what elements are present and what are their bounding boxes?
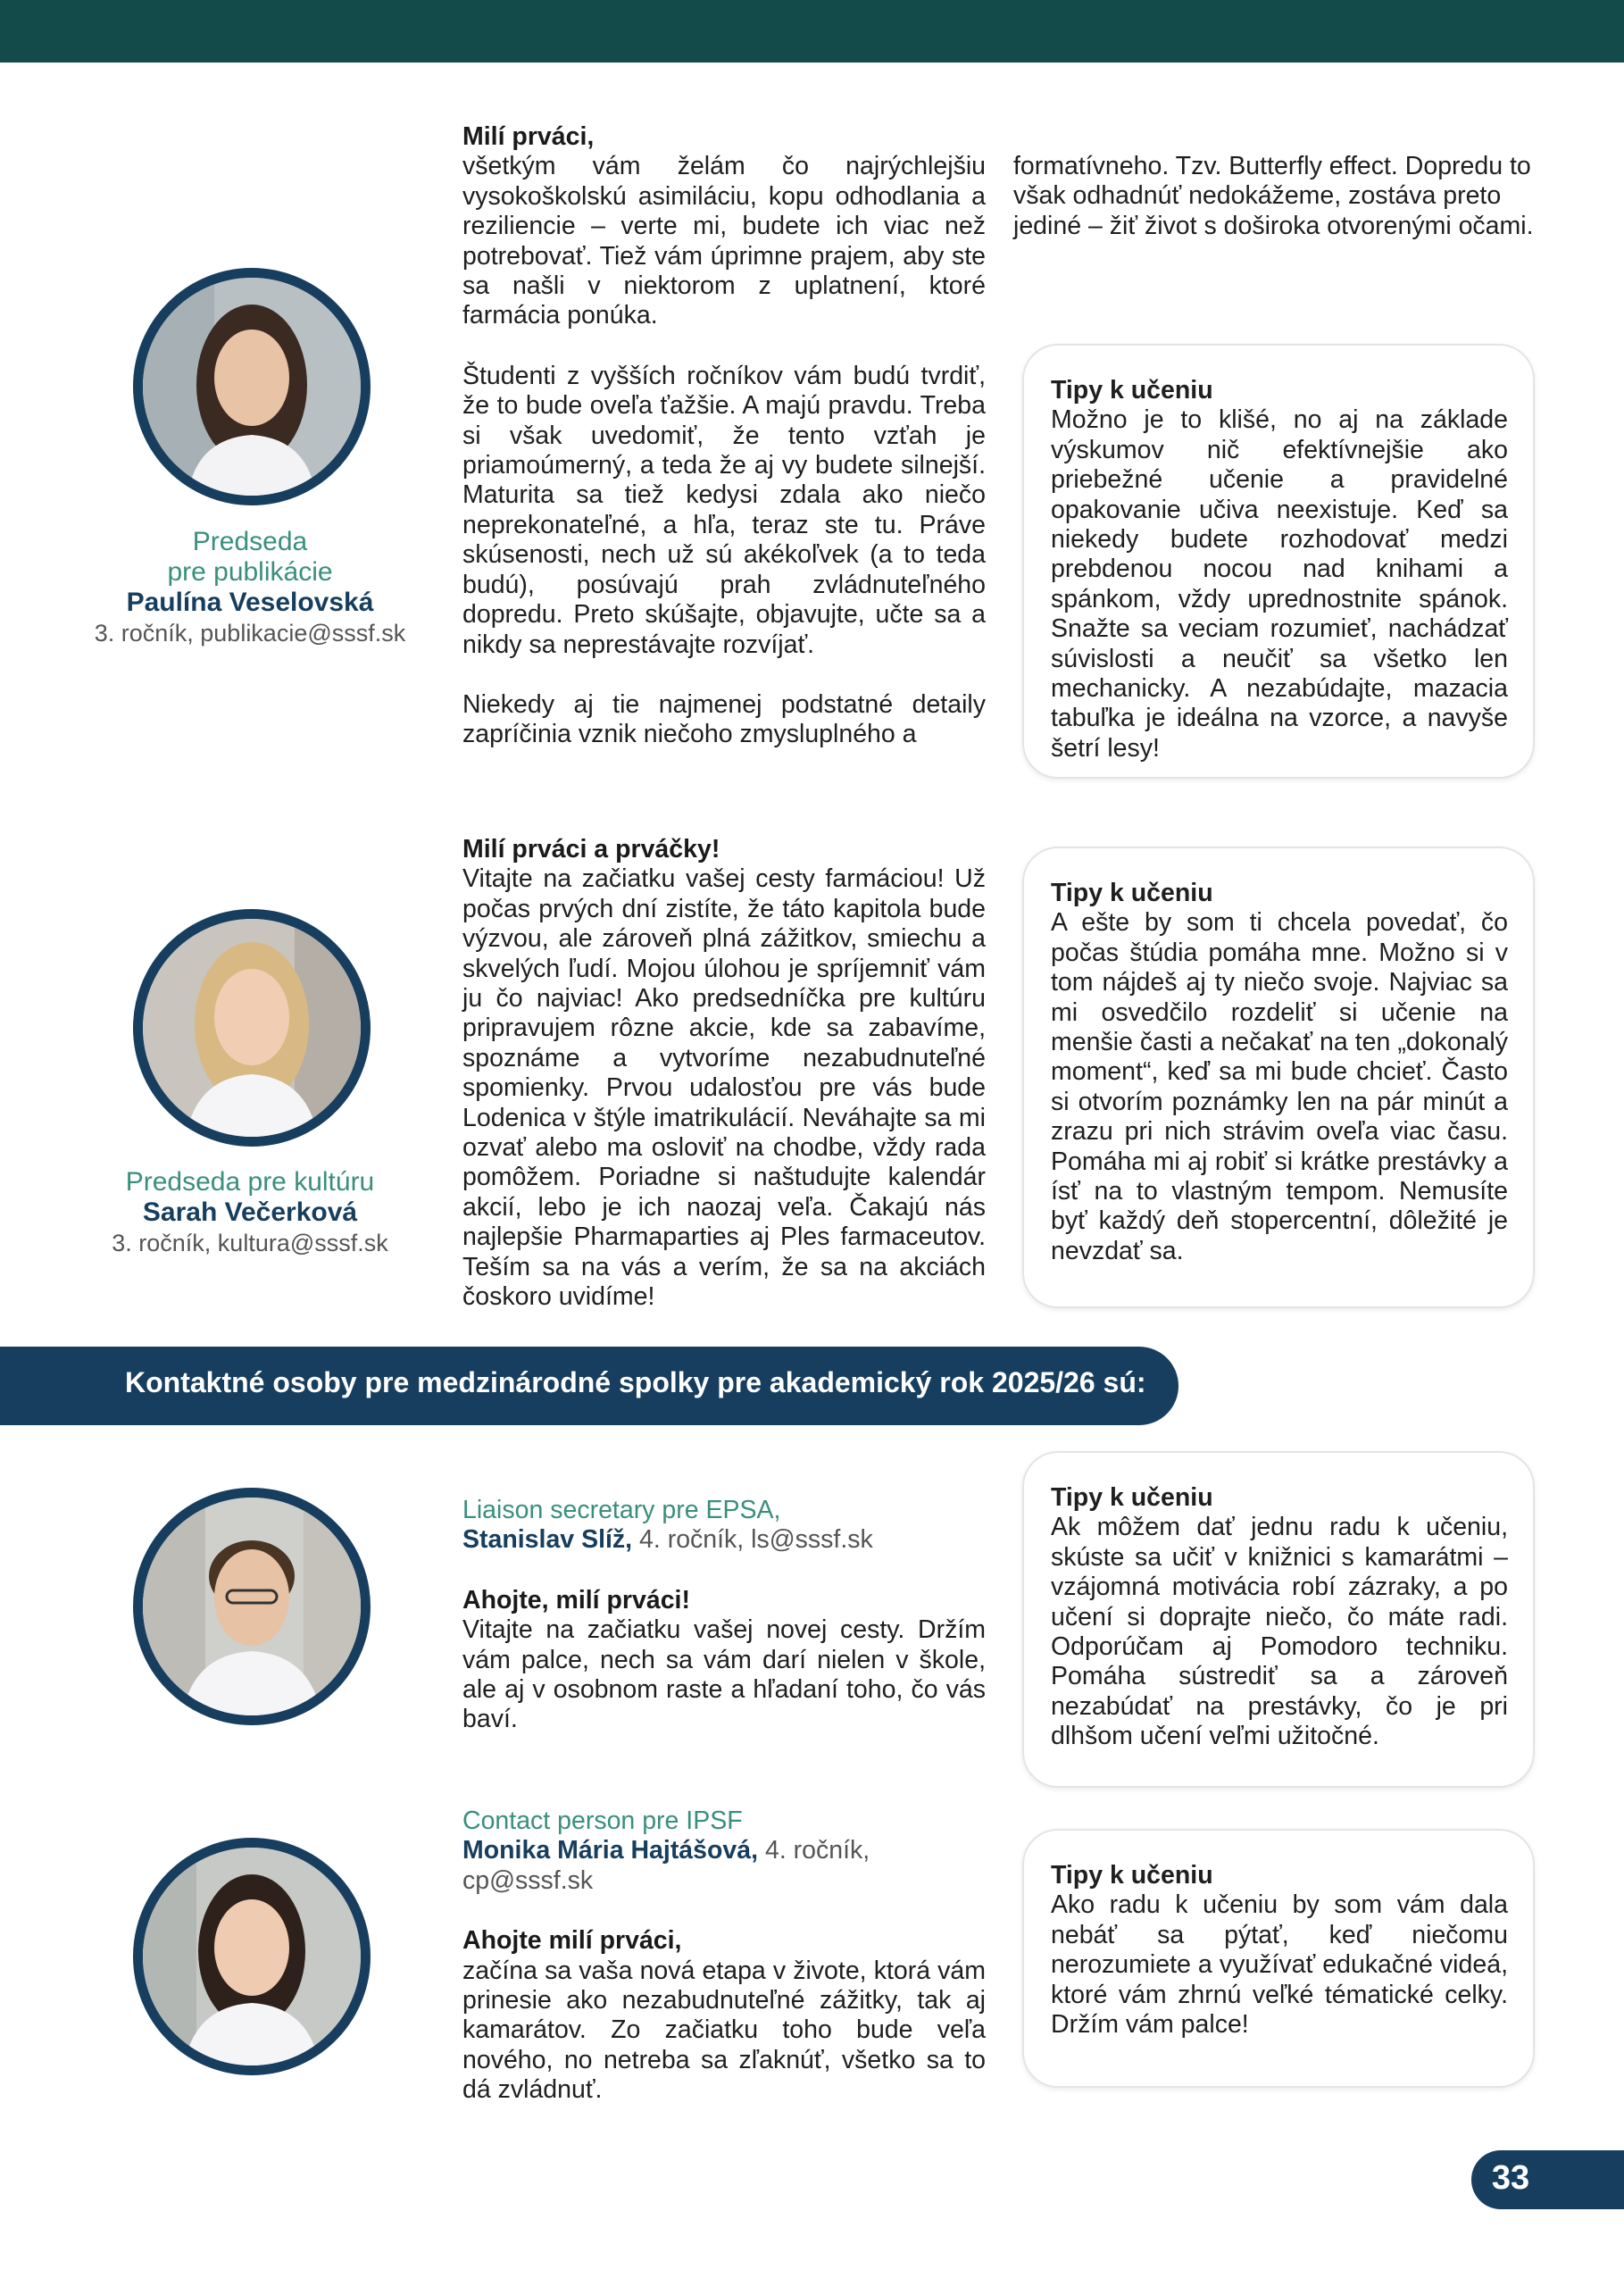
person-role: Contact person pre IPSF: [462, 1807, 743, 1835]
portrait-image: [143, 1848, 361, 2065]
person-info: [54, 1167, 446, 1258]
person-name: Sarah Večerková: [142, 1197, 358, 1227]
avatar-photo: [133, 1488, 371, 1725]
tips-text: Možno je to klišé, no aj na základe výskumov nič efektívnejšie ako priebežné učenie a pravidelné opakovanie učiva neexistuje. Keď sa niekedy budete rozhodovať medzi prebdenou nocou nad knihami a spánkom, vždy uprednostnite spánok. Snažte sa veciam rozumieť, nachádzať súvislosti a neučiť sa všetko len mechanicky. A nezabúdajte, mazacia tabuľka je ideálna na vzorce, a navyše šetrí lesy!: [1051, 405, 1508, 763]
avatar-photo: [133, 1838, 371, 2075]
person-contact: 3. ročník, publikacie@sssf.sk: [94, 620, 406, 647]
tips-text: A ešte by som ti chcela povedať, čo počas štúdia pomáha mne. Možno si v tom nájdeš aj ty niečo svoje. Najviac sa mi osvedčilo rozdeliť si učenie na menšie časti a nečakať na ten „dokonalý moment“, keď sa mi bude chcieť. Často si otvorím poznámky len na pár minút a zrazu pri nich strávim oveľa viac času. Pomáha mi aj robiť si krátke prestávky a ísť na to vlastným tempom. Nemusíte byť každý deň stopercentní, dôležité je nevzdať sa.: [1051, 908, 1508, 1265]
paragraph: Študenti z vyšších ročníkov vám budú tvrdiť, že to bude oveľa ťažšie. A majú pravdu. Treba si však uvedomiť, že tento vzťah je priamoúmerný, a teda že aj vy budete silnejší. Maturita sa tiež kedysi zdala ako niečo neprekonateľné, a hľa, teraz ste tu. Práve skúsenosti, nech už sú akékoľvek (a to teda budú), posúvajú prah zvládnuteľného dopredu. Preto skúšajte, objavujte, učte sa a nikdy sa neprestávajte rozvíjať.: [462, 361, 986, 659]
person-name: Monika Mária Hajtášová,: [462, 1836, 759, 1865]
banner-heading: Kontaktné osoby pre medzinárodné spolky pre akademický rok 2025/26 sú:: [125, 1366, 1146, 1398]
portrait-image: [143, 1498, 361, 1715]
page-number-tab: [1471, 2150, 1624, 2209]
person-role: Predseda: [192, 527, 308, 556]
person-contact: 4. ročník,: [758, 1836, 870, 1865]
tips-box: [1022, 344, 1535, 779]
person-name: Stanislav Slíž,: [462, 1525, 633, 1555]
tips-title: Tipy k učeniu: [1051, 1483, 1213, 1512]
contact-column: [462, 1496, 986, 1735]
paragraph: formatívneho. Tzv. Butterfly effect. Dopredu to však odhadnúť nedokážeme, zostáva preto jediné – žiť život s doširoka otvorenými očami.: [1013, 152, 1534, 240]
top-bar: [0, 0, 1624, 63]
greeting: Milí prváci a prváčky!: [462, 835, 720, 864]
page-number: 33: [1491, 2159, 1530, 2197]
tips-title: Tipy k učeniu: [1051, 879, 1213, 907]
greeting: Ahojte milí prváci,: [462, 1926, 682, 1956]
section-banner: [0, 1347, 1178, 1425]
portrait-image: [143, 919, 361, 1137]
person-email: cp@sssf.sk: [462, 1865, 594, 1895]
letter-column-continued: [1013, 152, 1538, 241]
tips-text: Ak môžem dať jednu radu k učeniu, skúste sa učiť v knižnici s kamarátmi – vzájomná motivácia robí zázraky, a po učení si doprajte niečo, čo máte radi. Odporúčam aj Pomodoro techniku. Pomáha sústrediť sa a zároveň nezabúdať na prestávky, čo je pri dlhšom učení veľmi užitočné.: [1051, 1513, 1508, 1751]
tips-box: [1022, 847, 1535, 1308]
tips-text: Ako radu k učeniu by som vám dala nebáť sa pýtať, keď niečomu nerozumiete a využívať edukačné videá, ktoré vám zhrnú veľké tématické celky. Držím vám palce!: [1051, 1890, 1508, 2040]
contact-column: [462, 1807, 986, 2106]
paragraph: Niekedy aj tie najmenej podstatné detaily zapríčinia vznik niečoho zmysluplného a: [462, 689, 986, 749]
person-name: Paulína Veselovská: [126, 588, 374, 617]
paragraph: Vitajte na začiatku vašej cesty farmáciou! Už počas prvých dní zistíte, že táto kapitola bude výzvou, ale zároveň plná zážitkov, smiechu a skvelých ľudí. Mojou úlohou je spríjemniť vám ju čo najviac! Ako predsedníčka pre kultúru pripravujem rôzne akcie, kde sa zabavíme, spoznáme a vytvoríme nezabudnuteľné spomienky. Prvou udalosťou pre vás bude Lodenica v štýle imatrikulácií. Neváhajte sa mi ozvať alebo ma osloviť na chodbe, vždy rada pomôžem. Poriadne si naštudujte kalendár akcií, lebo je ich naozaj veľa. Čakajú nás najlepšie Pharmaparties aj Ples farmaceutov. Teším sa na vás a verím, že sa na akciách čoskoro uvidíme!: [462, 864, 986, 1312]
paragraph: začína sa vaša nová etapa v živote, ktorá vám prinesie ako nezabudnuteľné zážitky, tak aj kamarátov. Zo začiatku toho bude veľa nového, no netreba sa zľaknúť, všetko sa to dá zvládnuť.: [462, 1956, 986, 2105]
greeting: Ahojte, milí prváci!: [462, 1585, 690, 1615]
person-role: pre publikácie: [167, 557, 333, 587]
paragraph: všetkým vám želám čo najrýchlejšiu vysokoškolskú asimiláciu, kopu odhodlania a reziliencie – verte mi, budete ich viac než potrebovať. Tiež vám úprimne prajem, aby ste sa našli v niektorom z uplatnení, ktoré farmácia ponúka.: [462, 152, 986, 330]
person-contact: 3. ročník, kultura@sssf.sk: [112, 1230, 388, 1256]
avatar-photo: [133, 268, 371, 505]
person-info: [54, 527, 446, 648]
letter-column: [462, 835, 986, 1313]
letter-column: [462, 122, 986, 750]
avatar-photo: [133, 909, 371, 1147]
person-role: Predseda pre kultúru: [125, 1167, 375, 1197]
tips-title: Tipy k učeniu: [1051, 1861, 1213, 1890]
person-role: Liaison secretary pre EPSA,: [462, 1496, 781, 1524]
greeting: Milí prváci,: [462, 122, 595, 151]
tips-box: [1022, 1829, 1535, 2088]
portrait-image: [143, 278, 361, 496]
paragraph: Vitajte na začiatku vašej novej cesty. Držím vám palce, nech sa vám darí nielen v škole, ale aj v osobnom raste a hľadaní toho, čo vás baví.: [462, 1615, 986, 1734]
tips-box: [1022, 1451, 1535, 1788]
tips-title: Tipy k učeniu: [1051, 376, 1213, 405]
person-contact: 4. ročník, ls@sssf.sk: [632, 1525, 873, 1555]
